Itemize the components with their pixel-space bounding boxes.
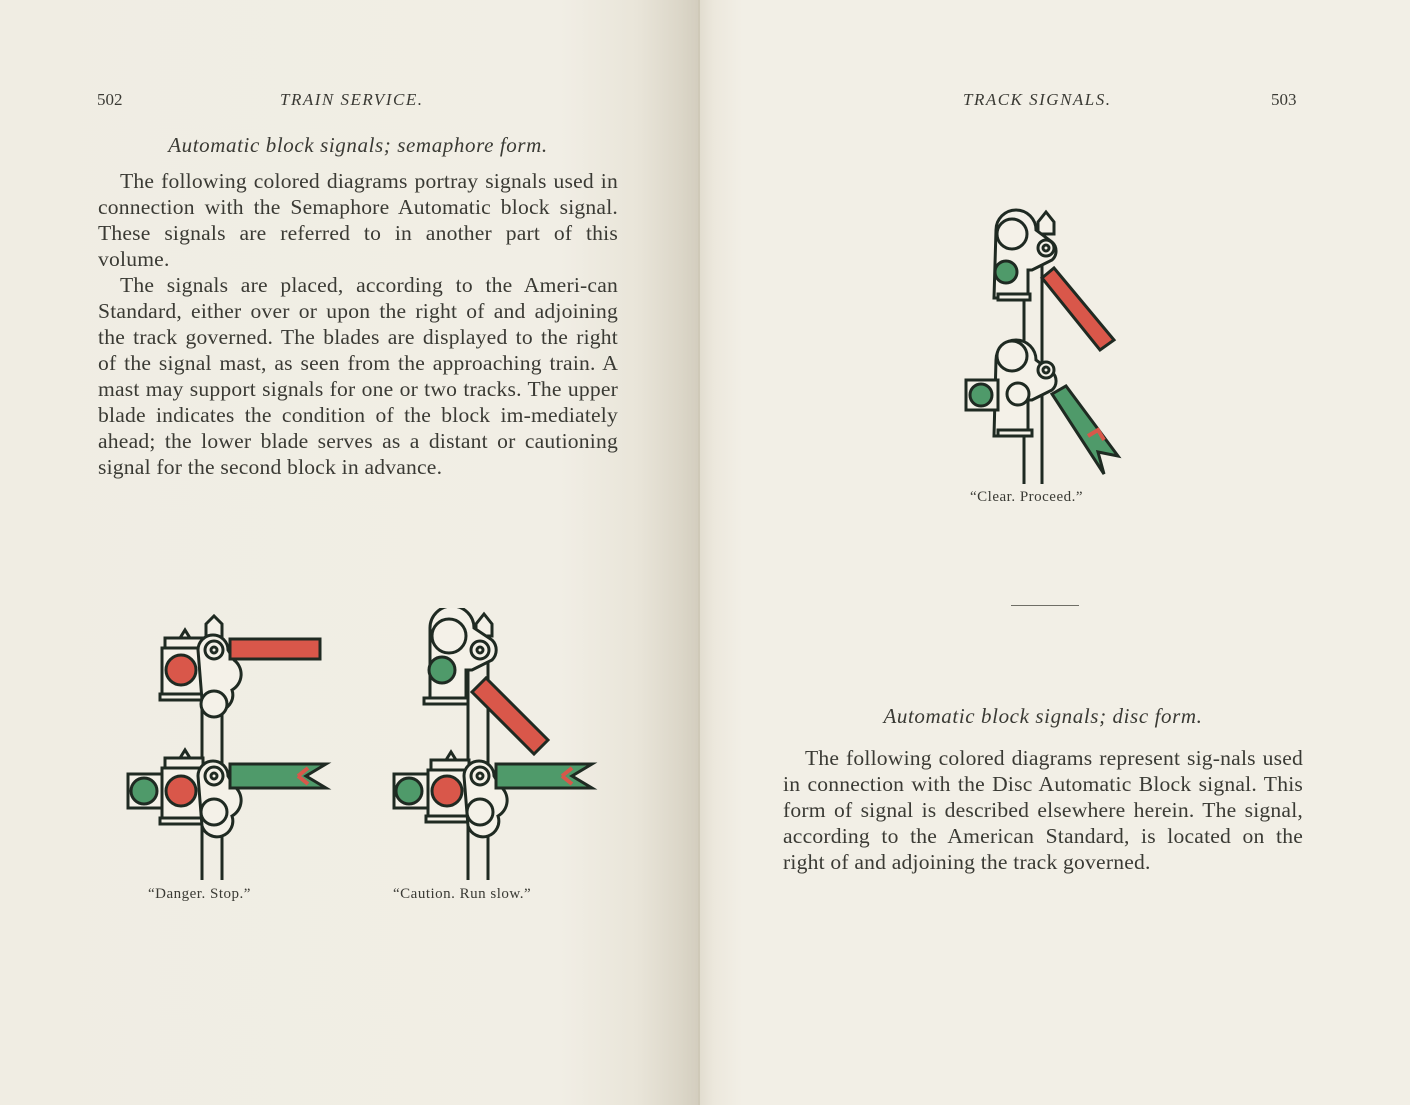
left-page: [0, 0, 700, 1105]
section-title-semaphore: Automatic block signals; semaphore form.: [168, 133, 548, 157]
section-title-disc: Automatic block signals; disc form.: [883, 704, 1203, 728]
page-number-left: 502: [97, 90, 123, 109]
paragraph: The following colored diagrams represent sig-nals used in connection with the Disc Automatic Block signal. This form of signal is described elsewhere herein. The signal, according to the American Standard, is located on the right of and adjoining the track governed.: [783, 746, 1303, 874]
section-divider: [1011, 605, 1079, 606]
body-text-semaphore: [98, 168, 618, 480]
caption-caution-run-slow: “Caution. Run slow.”: [393, 886, 532, 902]
paragraph: The signals are placed, according to the Ameri-can Standard, either over or upon the right of and adjoining the track governed. The blades are displayed to the right of the signal mast, as seen from the approaching train. A mast may support signals for one or two tracks. The upper blade indicates the condition of the block im-mediately ahead; the lower blade serves as a distant or cautioning signal for the second block in advance.: [98, 273, 618, 479]
semaphore-signal-icon: [962, 208, 1132, 488]
signal-figure-clear-proceed: [962, 208, 1132, 488]
caption-clear-proceed: “Clear. Proceed.”: [970, 489, 1084, 505]
caption-danger-stop: “Danger. Stop.”: [148, 886, 251, 902]
page-number-right: 503: [1271, 90, 1297, 109]
semaphore-signal-icon: [386, 608, 606, 880]
right-page: [700, 0, 1410, 1105]
running-head-left: TRAIN SERVICE.: [280, 90, 424, 109]
body-text-disc: [783, 745, 1303, 875]
running-head-right: TRACK SIGNALS.: [963, 90, 1112, 109]
semaphore-signal-icon: [120, 612, 340, 884]
signal-figure-danger-stop: [120, 612, 340, 884]
paragraph: The following colored diagrams portray signals used in connection with the Semaphore Automatic block signal. These signals are referred to in another part of this volume.: [98, 169, 618, 271]
signal-figure-caution-run-slow: [386, 608, 606, 880]
